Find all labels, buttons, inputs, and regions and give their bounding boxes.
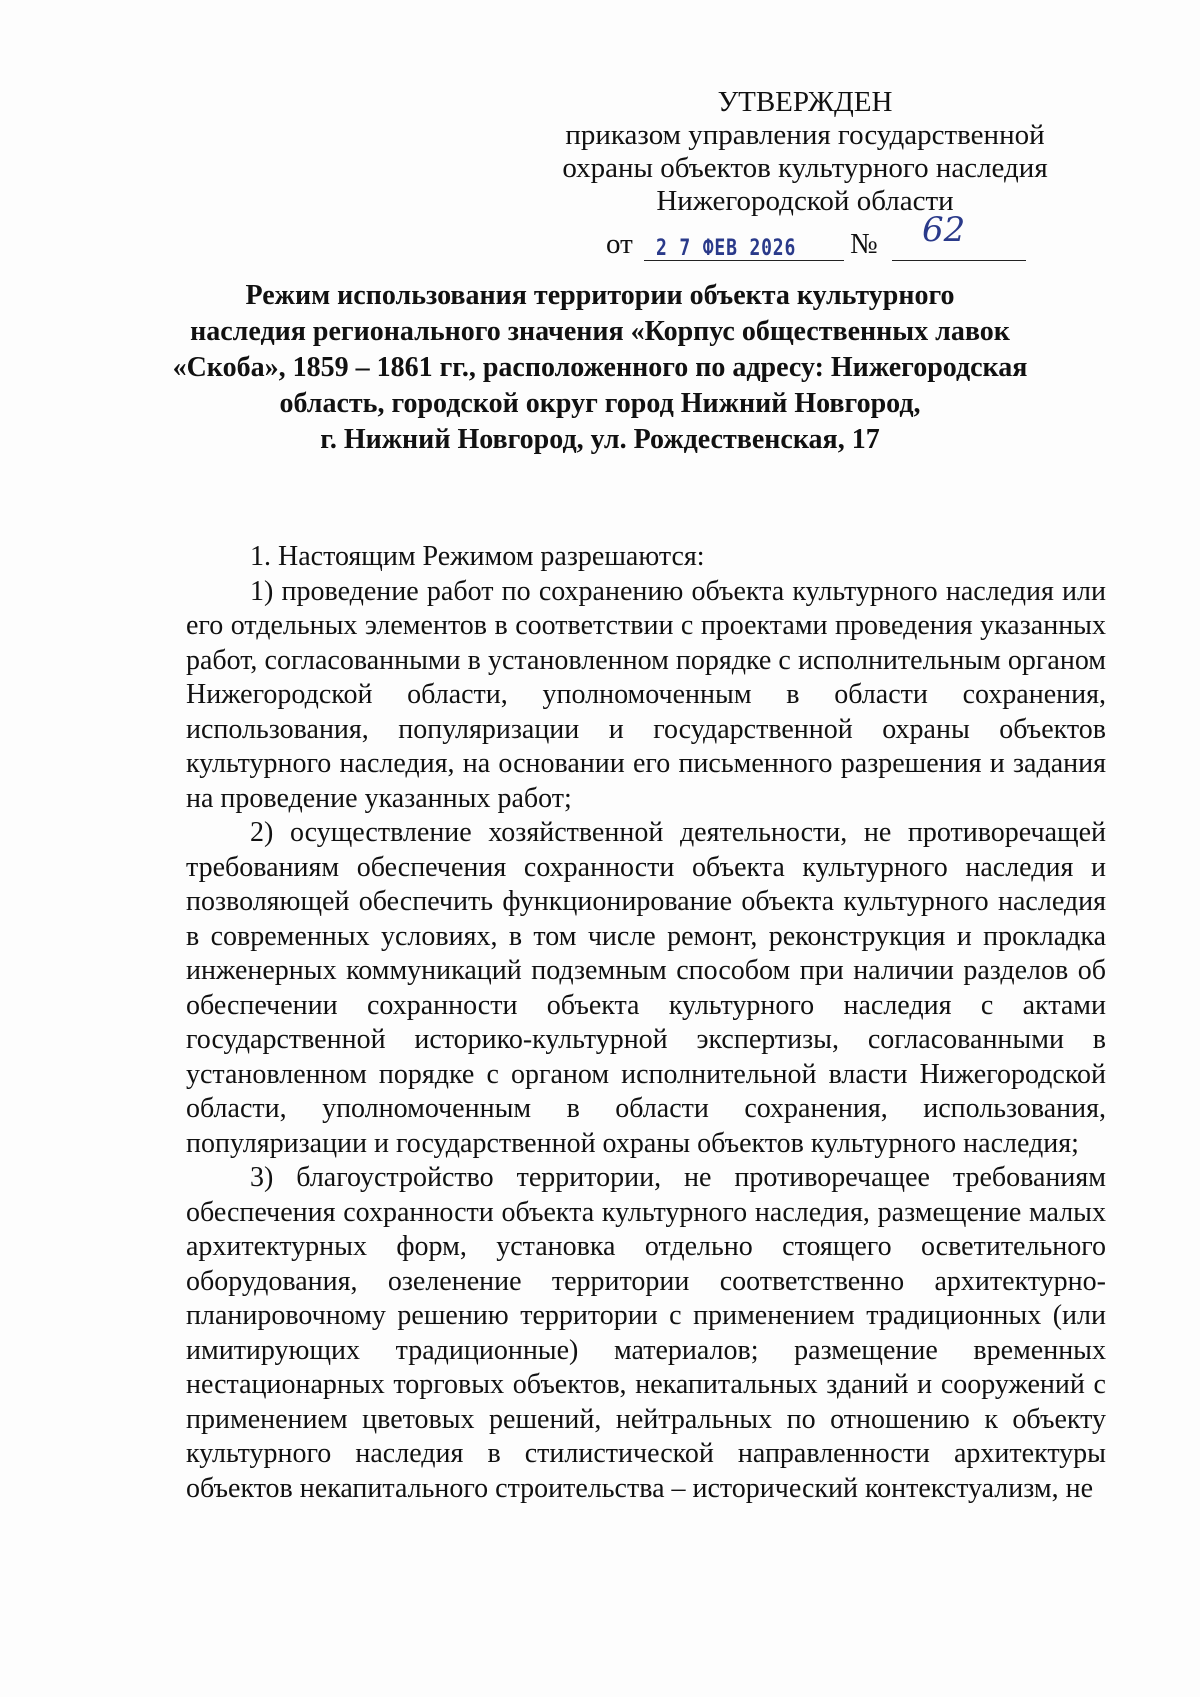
document-body [186,540,1106,1506]
approval-block [540,86,1070,218]
paragraph-item-1: 1) проведение работ по сохранению объекта культурного наследия или его отдельных элементов в соответствии с проектами проведения указанных работ, согласованными в установленном порядке с исполнительным органом Нижегородской области, уполномоченным в области сохранения, использования, популяризации и государственной охраны объектов культурного наследия, на основании его письменного разрешения и задания на проведение указанных работ; [186,575,1106,814]
approval-line-2: охраны объектов культурного наследия [562,152,1048,184]
handwritten-number: 62 [922,210,966,250]
paragraph-item-2: 2) осуществление хозяйственной деятельности, не противоречащей требованиям обеспечения сохранности объекта культурного наследия и позволяющей обеспечить функционирование объекта культурного наследия в современных условиях, в том числе ремонт, реконструкция и прокладка инженерных коммуникаций подземным способом при наличии разделов об обеспечении сохранности объекта культурного наследия с актами государственной историко-культурной экспертизы, согласованными в установленном порядке с органом исполнительной власти Нижегородской области, уполномоченным в области сохранения, использования, популяризации и государственной охраны объектов культурного наследия; [186,817,1106,1159]
title-line-5: г. Нижний Новгород, ул. Рождественская, 17 [320,424,880,455]
approval-heading: УТВЕРЖДЕН [717,86,893,118]
approval-line-1: приказом управления государственной [565,119,1045,151]
date-prefix: от [606,228,633,260]
date-field [644,228,844,261]
section-heading: 1. Настоящим Режимом разрешаются: [250,541,705,572]
approval-date-number [606,210,1026,264]
paragraph-item-3: 3) благоустройство территории, не противоречащее требованиям обеспечения сохранности объекта культурного наследия, размещение малых архитектурных форм, установка отдельно стоящего осветительного оборудования, озеленение территории соответственно архитектурно-планировочному решению территории с применением традиционных (или имитирующих традиционные) материалов; размещение временных нестационарных торговых объектов, некапитальных зданий и сооружений с применением цветовых решений, нейтральных по отношению к объекту культурного наследия в стилистической направленности архитектуры объектов некапитального строительства – исторический контекстуализм, не [186,1162,1106,1504]
title-line-2: наследия регионального значения «Корпус общественных лавок [190,316,1010,347]
number-prefix: № [850,228,878,260]
approval-line-3: Нижегородской области [656,185,954,217]
date-stamp: 2 7 ФЕВ 2026 [656,236,797,261]
title-line-1: Режим использования территории объекта культурного [245,280,955,311]
title-line-4: область, городской округ город Нижний Новгород, [279,388,921,419]
number-field [892,210,1026,261]
title-line-3: «Скоба», 1859 – 1861 гг., расположенного по адресу: Нижегородская [172,352,1028,383]
document-title [150,278,1050,458]
